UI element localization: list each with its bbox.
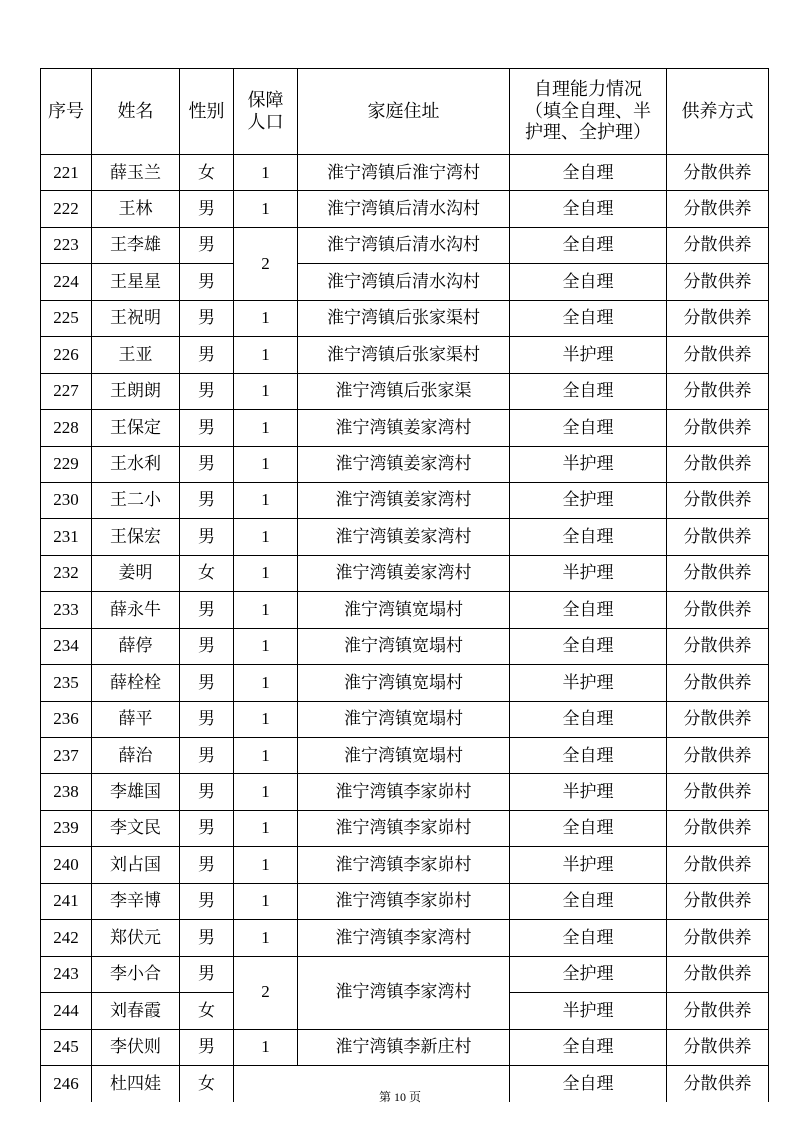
table-row [41, 774, 769, 810]
cell-pop: 1 [234, 701, 298, 737]
cell-address: 淮宁湾镇李家峁村 [298, 847, 510, 883]
cell-pop: 1 [234, 300, 298, 336]
cell-ability: 半护理 [510, 555, 667, 591]
cell-address: 淮宁湾镇宽塌村 [298, 738, 510, 774]
cell-gender: 男 [180, 300, 234, 336]
cell-support: 分散供养 [667, 300, 769, 336]
cell-support: 分散供养 [667, 883, 769, 919]
cell-pop: 1 [234, 410, 298, 446]
cell-gender: 男 [180, 446, 234, 482]
cell-ability: 全自理 [510, 1065, 667, 1101]
cell-ability: 全自理 [510, 738, 667, 774]
cell-name: 李文民 [92, 810, 180, 846]
cell-ability: 全自理 [510, 155, 667, 191]
cell-name: 王林 [92, 191, 180, 227]
cell-ability: 全自理 [510, 191, 667, 227]
cell-gender: 男 [180, 482, 234, 518]
cell-support: 分散供养 [667, 665, 769, 701]
header-ability [510, 69, 667, 155]
cell-gender: 男 [180, 774, 234, 810]
cell-support: 分散供养 [667, 410, 769, 446]
cell-address: 淮宁湾镇宽塌村 [298, 628, 510, 664]
cell-support: 分散供养 [667, 519, 769, 555]
cell-seq: 235 [41, 665, 92, 701]
cell-address: 淮宁湾镇李新庄村 [298, 1029, 510, 1065]
cell-gender: 女 [180, 555, 234, 591]
cell-pop: 1 [234, 519, 298, 555]
cell-ability: 全自理 [510, 373, 667, 409]
cell-name: 王祝明 [92, 300, 180, 336]
cell-support: 分散供养 [667, 264, 769, 300]
cell-pop: 1 [234, 628, 298, 664]
cell-address: 淮宁湾镇姜家湾村 [298, 555, 510, 591]
cell-pop: 1 [234, 774, 298, 810]
cell-ability: 全自理 [510, 264, 667, 300]
header-address: 家庭住址 [298, 69, 510, 155]
cell-pop: 1 [234, 446, 298, 482]
cell-seq: 234 [41, 628, 92, 664]
cell-support: 分散供养 [667, 592, 769, 628]
cell-ability: 全自理 [510, 701, 667, 737]
cell-name: 李伏则 [92, 1029, 180, 1065]
cell-address: 淮宁湾镇姜家湾村 [298, 446, 510, 482]
table-row [41, 155, 769, 191]
cell-support: 分散供养 [667, 738, 769, 774]
table-row [41, 628, 769, 664]
cell-pop: 1 [234, 592, 298, 628]
header-seq: 序号 [41, 69, 92, 155]
cell-support: 分散供养 [667, 155, 769, 191]
cell-name: 薛玉兰 [92, 155, 180, 191]
cell-support: 分散供养 [667, 337, 769, 373]
cell-name: 王二小 [92, 482, 180, 518]
cell-name: 杜四娃 [92, 1065, 180, 1101]
table-row [41, 883, 769, 919]
cell-address: 淮宁湾镇后清水沟村 [298, 191, 510, 227]
cell-ability: 全自理 [510, 227, 667, 263]
cell-seq: 227 [41, 373, 92, 409]
cell-ability: 全自理 [510, 410, 667, 446]
header-ability-line3: 护理、全护理） [525, 122, 651, 144]
cell-ability: 全自理 [510, 883, 667, 919]
cell-pop: 1 [234, 920, 298, 956]
cell-address: 淮宁湾镇姜家湾村 [298, 410, 510, 446]
table-row [41, 482, 769, 518]
cell-name: 王保定 [92, 410, 180, 446]
cell-pop: 1 [234, 847, 298, 883]
cell-support: 分散供养 [667, 847, 769, 883]
table-row [41, 738, 769, 774]
cell-name: 薛永牛 [92, 592, 180, 628]
cell-support: 分散供养 [667, 774, 769, 810]
cell-seq: 228 [41, 410, 92, 446]
table-row [41, 410, 769, 446]
table-row [41, 847, 769, 883]
cell-support: 分散供养 [667, 227, 769, 263]
cell-ability: 全自理 [510, 300, 667, 336]
cell-name: 薛栓栓 [92, 665, 180, 701]
cell-pop: 1 [234, 810, 298, 846]
cell-support: 分散供养 [667, 446, 769, 482]
cell-seq: 232 [41, 555, 92, 591]
table-row [41, 191, 769, 227]
roster-body [41, 155, 769, 1102]
cell-gender: 男 [180, 847, 234, 883]
cell-pop: 1 [234, 665, 298, 701]
cell-gender: 男 [180, 956, 234, 992]
cell-name: 王星星 [92, 264, 180, 300]
page-footer: 第 10 页 [378, 1090, 421, 1104]
cell-seq: 233 [41, 592, 92, 628]
cell-ability: 全护理 [510, 482, 667, 518]
cell-address: 淮宁湾镇后清水沟村 [298, 264, 510, 300]
cell-name: 李雄国 [92, 774, 180, 810]
cell-name: 王朗朗 [92, 373, 180, 409]
cell-seq: 245 [41, 1029, 92, 1065]
cell-seq: 221 [41, 155, 92, 191]
table-row [41, 665, 769, 701]
cell-address: 淮宁湾镇后张家渠村 [298, 300, 510, 336]
cell-seq: 230 [41, 482, 92, 518]
header-pop-line1: 保障 [247, 89, 284, 111]
cell-name: 姜明 [92, 555, 180, 591]
table-row [41, 337, 769, 373]
cell-ability: 半护理 [510, 993, 667, 1029]
cell-address: 淮宁湾镇后清水沟村 [298, 227, 510, 263]
cell-name: 薛治 [92, 738, 180, 774]
cell-support: 分散供养 [667, 701, 769, 737]
table-row [41, 701, 769, 737]
cell-support: 分散供养 [667, 628, 769, 664]
cell-ability: 全自理 [510, 519, 667, 555]
cell-ability: 全自理 [510, 592, 667, 628]
cell-gender: 男 [180, 373, 234, 409]
cell-address: 淮宁湾镇姜家湾村 [298, 482, 510, 518]
cell-seq: 236 [41, 701, 92, 737]
table-row [41, 810, 769, 846]
table-row [41, 920, 769, 956]
cell-support: 分散供养 [667, 1029, 769, 1065]
cell-seq: 242 [41, 920, 92, 956]
cell-seq: 226 [41, 337, 92, 373]
cell-pop: 2 [234, 956, 298, 1029]
cell-address: 淮宁湾镇后张家渠 [298, 373, 510, 409]
cell-seq: 240 [41, 847, 92, 883]
cell-address: 淮宁湾镇姜家湾村 [298, 519, 510, 555]
cell-address: 淮宁湾镇李家峁村 [298, 883, 510, 919]
header-pop-line2: 人口 [247, 111, 284, 133]
table-row [41, 956, 769, 992]
cell-gender: 男 [180, 592, 234, 628]
cell-pop: 1 [234, 482, 298, 518]
cell-seq: 225 [41, 300, 92, 336]
cell-name: 李辛博 [92, 883, 180, 919]
table-row [41, 446, 769, 482]
cell-name: 薛平 [92, 701, 180, 737]
cell-address: 淮宁湾镇后淮宁湾村 [298, 155, 510, 191]
cell-pop: 1 [234, 883, 298, 919]
cell-gender: 女 [180, 1065, 234, 1101]
cell-support: 分散供养 [667, 373, 769, 409]
cell-support: 分散供养 [667, 993, 769, 1029]
cell-ability: 半护理 [510, 774, 667, 810]
cell-pop: 1 [234, 373, 298, 409]
roster-table [40, 68, 769, 1102]
cell-pop: 1 [234, 555, 298, 591]
cell-seq: 224 [41, 264, 92, 300]
cell-gender: 男 [180, 227, 234, 263]
cell-seq: 229 [41, 446, 92, 482]
table-row [41, 227, 769, 263]
table-row [41, 264, 769, 300]
cell-seq: 237 [41, 738, 92, 774]
cell-pop: 1 [234, 191, 298, 227]
cell-seq: 238 [41, 774, 92, 810]
cell-seq: 223 [41, 227, 92, 263]
header-ability-line2: （填全自理、半 [525, 100, 651, 122]
cell-seq: 241 [41, 883, 92, 919]
cell-gender: 男 [180, 410, 234, 446]
cell-gender: 男 [180, 701, 234, 737]
cell-gender: 男 [180, 665, 234, 701]
header-gender: 性别 [180, 69, 234, 155]
cell-address: 淮宁湾镇李家湾村 [298, 920, 510, 956]
cell-ability: 半护理 [510, 446, 667, 482]
cell-gender: 男 [180, 191, 234, 227]
cell-gender: 男 [180, 264, 234, 300]
cell-support: 分散供养 [667, 810, 769, 846]
cell-seq: 222 [41, 191, 92, 227]
cell-gender: 男 [180, 1029, 234, 1065]
cell-gender: 女 [180, 993, 234, 1029]
header-row [41, 69, 769, 155]
cell-ability: 半护理 [510, 847, 667, 883]
cell-ability: 全护理 [510, 956, 667, 992]
table-row [41, 519, 769, 555]
cell-seq: 231 [41, 519, 92, 555]
cell-seq: 246 [41, 1065, 92, 1101]
cell-address: 淮宁湾镇李家湾村 [298, 956, 510, 1029]
cell-name: 李小合 [92, 956, 180, 992]
cell-support: 分散供养 [667, 956, 769, 992]
header-support: 供养方式 [667, 69, 769, 155]
cell-support: 分散供养 [667, 920, 769, 956]
cell-ability: 半护理 [510, 665, 667, 701]
cell-address: 淮宁湾镇李家峁村 [298, 774, 510, 810]
cell-address: 淮宁湾镇宽塌村 [298, 592, 510, 628]
cell-pop: 1 [234, 738, 298, 774]
cell-gender: 男 [180, 883, 234, 919]
cell-name: 刘春霞 [92, 993, 180, 1029]
cell-name: 王李雄 [92, 227, 180, 263]
cell-gender: 男 [180, 810, 234, 846]
cell-gender: 男 [180, 738, 234, 774]
cell-pop: 1 [234, 155, 298, 191]
cell-name: 郑伏元 [92, 920, 180, 956]
table-row [41, 373, 769, 409]
cell-ability: 全自理 [510, 920, 667, 956]
table-row [41, 592, 769, 628]
header-pop [234, 69, 298, 155]
cell-support: 分散供养 [667, 191, 769, 227]
cell-gender: 女 [180, 155, 234, 191]
table-row [41, 555, 769, 591]
cell-gender: 男 [180, 920, 234, 956]
cell-name: 薛停 [92, 628, 180, 664]
header-ability-line1: 自理能力情况 [534, 79, 642, 101]
cell-address: 淮宁湾镇李家峁村 [298, 810, 510, 846]
table-row [41, 300, 769, 336]
cell-gender: 男 [180, 337, 234, 373]
cell-name: 王水利 [92, 446, 180, 482]
cell-pop: 2 [234, 227, 298, 300]
cell-seq: 243 [41, 956, 92, 992]
cell-address: 淮宁湾镇宽塌村 [298, 665, 510, 701]
cell-gender: 男 [180, 519, 234, 555]
cell-support: 分散供养 [667, 555, 769, 591]
table-row [41, 1029, 769, 1065]
header-name: 姓名 [92, 69, 180, 155]
cell-address: 淮宁湾镇宽塌村 [298, 701, 510, 737]
cell-seq: 244 [41, 993, 92, 1029]
cell-name: 王保宏 [92, 519, 180, 555]
cell-name: 王亚 [92, 337, 180, 373]
cell-seq: 239 [41, 810, 92, 846]
cell-ability: 半护理 [510, 337, 667, 373]
cell-support: 分散供养 [667, 1065, 769, 1101]
cell-pop: 1 [234, 337, 298, 373]
cell-name: 刘占国 [92, 847, 180, 883]
cell-pop: 1 [234, 1029, 298, 1065]
cell-gender: 男 [180, 628, 234, 664]
cell-ability: 全自理 [510, 1029, 667, 1065]
cell-support: 分散供养 [667, 482, 769, 518]
cell-address: 淮宁湾镇后张家渠村 [298, 337, 510, 373]
cell-ability: 全自理 [510, 810, 667, 846]
cell-ability: 全自理 [510, 628, 667, 664]
